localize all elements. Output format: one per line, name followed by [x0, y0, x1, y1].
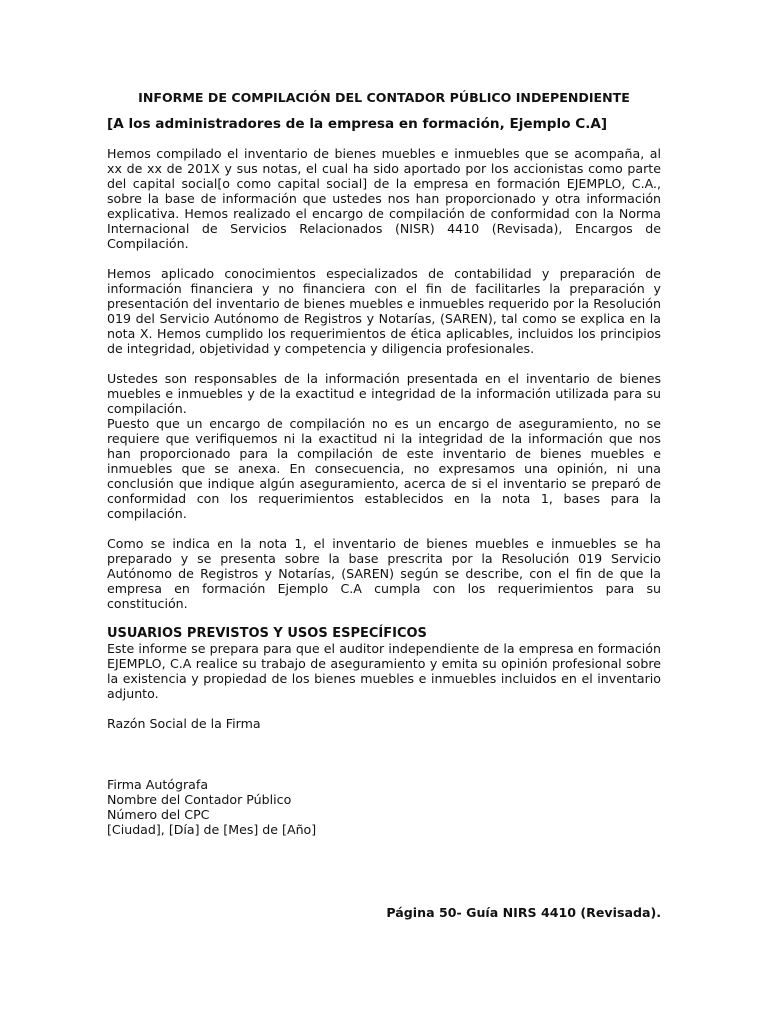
- paragraph-basis: Como se indica en la nota 1, el inventario de bienes muebles e inmuebles se ha preparado y se presenta sobre la base prescrita por la Resolución 019 Servicio Autónomo de Registros y Notarías, (SAREN) según se describe, con el fin de que la empresa en formación Ejemplo C.A cumpla con los requerimientos para su constitución.: [107, 536, 661, 611]
- cpc-number-line: Número del CPC: [107, 807, 210, 822]
- paragraph-responsibility: Ustedes son responsables de la información presentada en el inventario de bienes muebles e inmuebles y de la exactitud e integridad de la información utilizada para su compilación.: [107, 371, 661, 416]
- section-heading-intended-users: USUARIOS PREVISTOS Y USOS ESPECÍFICOS: [107, 626, 427, 641]
- document-title: INFORME DE COMPILACIÓN DEL CONTADOR PÚBLICO INDEPENDIENTE: [138, 90, 630, 105]
- paragraph-no-assurance: Puesto que un encargo de compilación no es un encargo de aseguramiento, no se requiere que verifiquemos ni la exactitud ni la integridad de la información que nos han proporcionado para la compilación de este inventario de bienes muebles e inmuebles que se anexa. En consecuencia, no expresamos una opinión, ni una conclusión que indique algún aseguramiento, acerca de si el inventario se preparó de conformidad con los requerimientos establecidos en la nota 1, bases para la compilación.: [107, 416, 661, 521]
- paragraph-intended-users: Este informe se prepara para que el auditor independiente de la empresa en formación EJEMPLO, C.A realice su trabajo de aseguramiento y emita su opinión profesional sobre la existencia y propiedad de los bienes muebles e inmuebles incluidos en el inventario adjunto.: [107, 641, 661, 701]
- paragraph-compilation: Hemos compilado el inventario de bienes muebles e inmuebles que se acompaña, al xx de xx de 201X y sus notas, el cual ha sido aportado por los accionistas como parte del capital social[o como capital social] de la empresa en formación EJEMPLO, C.A., sobre la base de información que ustedes nos han proporcionado y otra información explicativa. Hemos realizado el encargo de compilación de conformidad con la Norma Internacional de Servicios Relacionados (NISR) 4410 (Revisada), Encargos de Compilación.: [107, 146, 661, 251]
- paragraph-expertise: Hemos aplicado conocimientos especializados de contabilidad y preparación de información financiera y no financiera con el fin de facilitarles la preparación y presentación del inventario de bienes muebles e inmuebles requerido por la Resolución 019 del Servicio Autónomo de Registros y Notarías, (SAREN), tal como se explica en la nota X. Hemos cumplido los requerimientos de ética aplicables, incluidos los principios de integridad, objetividad y competencia y diligencia profesionales.: [107, 266, 661, 356]
- document-body: [107, 90, 661, 837]
- firm-name: Razón Social de la Firma: [107, 716, 261, 731]
- recipient-line: [A los administradores de la empresa en formación, Ejemplo C.A]: [107, 116, 608, 132]
- signature-block: [107, 777, 661, 837]
- page-footer: Página 50- Guía NIRS 4410 (Revisada).: [386, 905, 661, 920]
- place-date-line: [Ciudad], [Día] de [Mes] de [Año]: [107, 822, 317, 837]
- accountant-name-line: Nombre del Contador Público: [107, 792, 292, 807]
- signature-line: Firma Autógrafa: [107, 777, 209, 792]
